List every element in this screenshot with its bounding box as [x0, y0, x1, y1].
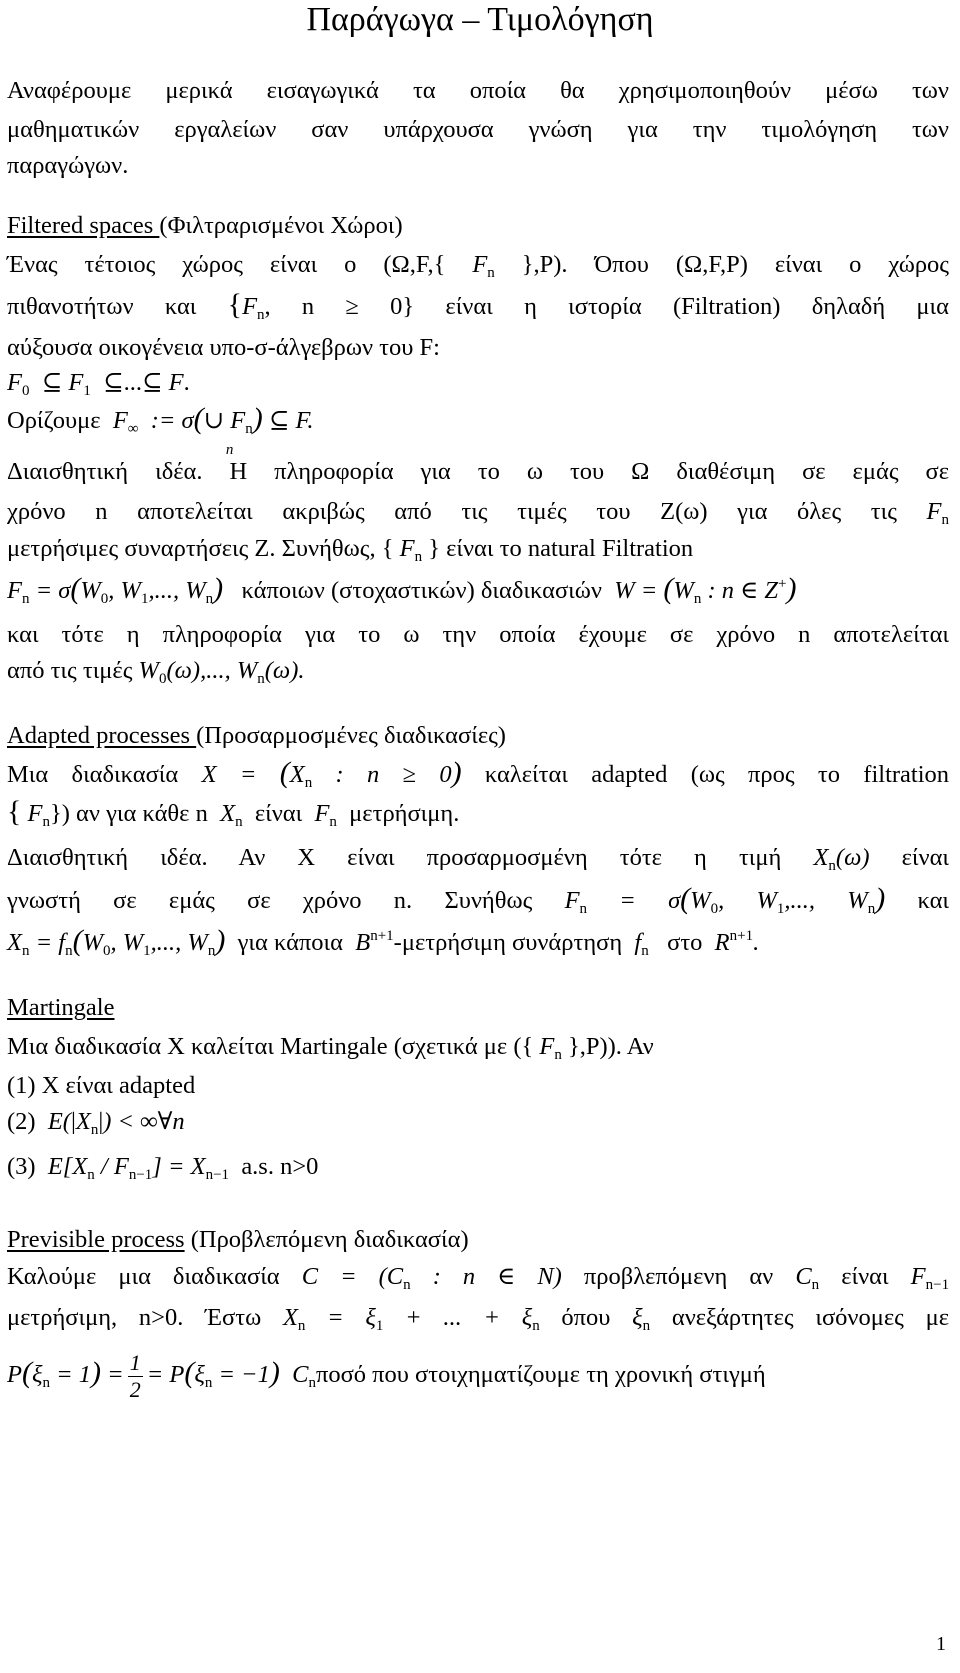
filtered-heading-gr: (Φιλτραρισμένοι Χώροι) [159, 212, 403, 239]
text-span: μετρήσιμη, n>0. Έστω [7, 1304, 262, 1331]
text-span: κάποιων (στοχαστικών) διαδικασιών [241, 577, 602, 604]
adapted-line-2: { $F_n$}) αν για κάθε n $X_n$ είναι $F_n$ μετρήσιμη. [7, 795, 460, 830]
martingale-line-1 [7, 1032, 654, 1062]
martingale-cond-3 [7, 1152, 318, 1182]
text-span: (2) [7, 1108, 36, 1135]
adapted-heading: Adapted processes [7, 722, 197, 749]
text-span: πιθανοτήτων και [7, 293, 197, 320]
text-span: και [917, 887, 950, 914]
math-R-n1: $R^{n+1}$. [714, 928, 760, 956]
filtered-line-9 [7, 572, 797, 607]
intro-line-3: παραγώγων. [7, 152, 129, 179]
filtered-line-11 [7, 656, 305, 686]
math-Xn-sum: $X_n = \xi_1$ + ... + $\xi_n$ [282, 1304, 540, 1334]
text-span: Μια διαδικασία [7, 761, 179, 788]
text-span: (3) [7, 1153, 36, 1180]
math-X-process: $X = (X_n$ : n ≥ 0) [201, 756, 462, 791]
adapted-line-5 [7, 924, 760, 959]
text-span: -μετρήσιμη συνάρτηση [393, 929, 623, 956]
filtered-line-1 [7, 250, 949, 280]
text-span: όπου [561, 1304, 611, 1331]
math-Fn: $F_n$ [308, 800, 337, 830]
adapted-line-3 [7, 843, 949, 873]
math-W-values: $W_0(\omega)$,..., $W_n(\omega)$. [138, 657, 305, 687]
math-Fn: $F_n$ [393, 535, 423, 565]
text-span: },P). Όπου (Ω,F,P) είναι ο χώρος [521, 251, 949, 278]
previsible-line-2 [7, 1303, 949, 1333]
math-natural-filtration: $F_n = \sigma(W_0$, $W_1$,..., $W_n$) [7, 572, 224, 607]
text-span: είναι [901, 844, 950, 871]
martingale-heading-line [7, 993, 115, 1023]
math-F-infinity-def: $F_\infty$ := σ(∪ n $F_n$) ⊆ F. [112, 402, 314, 458]
math-B-n1: $B^{n+1}$ [355, 928, 394, 956]
previsible-line-3 [7, 1352, 766, 1401]
fraction-numerator: 1 [129, 1350, 141, 1375]
page-number: 1 [936, 1633, 946, 1655]
math-Cn: $C_n$ [795, 1263, 820, 1293]
martingale-heading: Martingale [7, 994, 115, 1021]
math-Fn-1: $F_{n-1}$ [910, 1263, 950, 1293]
text-span: Ορίζουμε [7, 407, 101, 434]
math-C-process: $C = (C_n$ : n ∈ N) [301, 1263, 562, 1293]
fraction-denominator: 2 [129, 1377, 141, 1402]
filtered-line-2 [7, 288, 949, 323]
filtered-line-6: Διαισθητική ιδέα. Η πληροφορία για το ω του Ω διαθέσιμη σε εμάς σε [7, 458, 949, 485]
text-span: είναι [841, 1263, 889, 1290]
text-span: είναι η ιστορία (Filtration) δηλαδή μια [445, 293, 949, 320]
text-span: στο [667, 929, 703, 956]
text-span: χρόνο n αποτελείται ακριβώς από τις τιμές του Z(ω) για όλες τις [7, 498, 897, 525]
filtered-line-10: και τότε η πληροφορία για το ω την οποία έχουμε σε χρόνο n αποτελείται [7, 621, 949, 648]
math-W-process: $W = (W_n$ : n ∈ Z+) [614, 572, 797, 607]
filtered-line-5 [7, 402, 314, 458]
text-span: μετρήσιμες συναρτήσεις Z. Συνήθως, { [7, 535, 394, 562]
text-span: } είναι το natural Filtration [428, 535, 694, 562]
text-span: Διαισθητική ιδέα. Αν X είναι προσαρμοσμένη τότε η τιμή [7, 844, 782, 871]
text-span: },P)). Αν [567, 1033, 654, 1060]
math-Fn: $F_n$ [926, 498, 950, 528]
text-span: από τις τιμές [7, 657, 133, 684]
fraction-one-half [128, 1352, 143, 1401]
math-probability: $P(\xi_n = 1)$ = $\frac{1}{2}$ = $P(\xi_n = -1)$ [7, 1350, 280, 1402]
text-span: καλείται adapted (ως προς το filtration [484, 761, 950, 788]
text-span: ) αν για κάθε n [61, 800, 208, 827]
math-fn: $f_n$ [634, 929, 649, 959]
text-span: Καλούμε μια διαδικασία [7, 1263, 280, 1290]
math-integrability: $E(|X_n|)$ < ∞∀n [47, 1108, 185, 1138]
text-span: Ένας τέτοιος χώρος είναι ο (Ω,F,{ [7, 251, 446, 278]
text-span: προβλεπόμενη αν [583, 1263, 774, 1290]
math-Fn: $F_n$ [533, 1033, 562, 1063]
text-span: μετρήσιμη. [349, 800, 460, 827]
text-span: ποσό που στοιχηματίζουμε τη χρονική στιγμή [315, 1361, 766, 1389]
filtered-line-7 [7, 497, 949, 527]
filtered-line-3: αύξουσα οικογένεια υπο-σ-άλγεβρων του F: [7, 334, 440, 361]
text-span: γνωστή σε εμάς σε χρόνο n. Συνήθως [7, 887, 533, 914]
previsible-line-1 [7, 1262, 949, 1292]
math-Xn: $X_n$ [213, 800, 243, 830]
math-Xn-fn-W: $X_n = f_n(W_0$, $W_1$,..., $W_n$) [7, 924, 226, 959]
intro-line-1: Αναφέρουμε μερικά εισαγωγικά τα οποία θα χρησιμοποιηθούν μέσω των [7, 77, 949, 104]
math-Fn-sigma-W: $F_n = \sigma(W_0$, $W_1$,..., $W_n$) [564, 882, 886, 917]
previsible-heading-gr: (Προβλεπόμενη διαδικασία) [184, 1226, 469, 1253]
filtered-heading: Filtered spaces [7, 212, 160, 239]
adapted-line-1 [7, 756, 950, 791]
math-Fn: $F_n$ [445, 251, 495, 281]
text-span: a.s. n>0 [241, 1153, 319, 1180]
adapted-line-4 [7, 882, 950, 917]
text-span: είναι [254, 800, 303, 827]
math-Xn-omega: $X_n(\omega)$ [813, 844, 870, 874]
math-filtration-set: {$F_n$, n ≥ 0} [227, 288, 415, 323]
text-span: Μια διαδικασία X καλείται Martingale (σχετικά με ({ [7, 1033, 534, 1060]
martingale-cond-1: (1) X είναι adapted [7, 1072, 196, 1099]
math-xi-n: $\xi_n$ [632, 1304, 651, 1334]
intro-line-2: μαθηματικών εργαλείων σαν υπάρχουσα γνώση για την τιμολόγηση των [7, 116, 949, 143]
adapted-heading-line [7, 721, 506, 751]
filtered-line-4-math: $F_0$ ⊆ $F_1$ ⊆...⊆ F. [7, 369, 190, 399]
previsible-heading-line [7, 1225, 469, 1255]
filtered-line-8 [7, 534, 693, 564]
text-span: ανεξάρτητες ισόνομες με [671, 1304, 949, 1331]
filtered-heading-line [7, 211, 403, 241]
math-martingale-property: $E[X_n / F_{n-1}] = X_{n-1}$ [47, 1153, 230, 1183]
adapted-heading-gr: (Προσαρμοσμένες διαδικασίες) [196, 722, 506, 749]
page-title: Παράγωγα – Τιμολόγηση [306, 1, 654, 38]
previsible-heading: Previsible process [7, 1226, 185, 1253]
math-Cn: $C_n$ [292, 1361, 316, 1392]
text-span: για κάποια [237, 929, 343, 956]
martingale-cond-2 [7, 1107, 185, 1137]
